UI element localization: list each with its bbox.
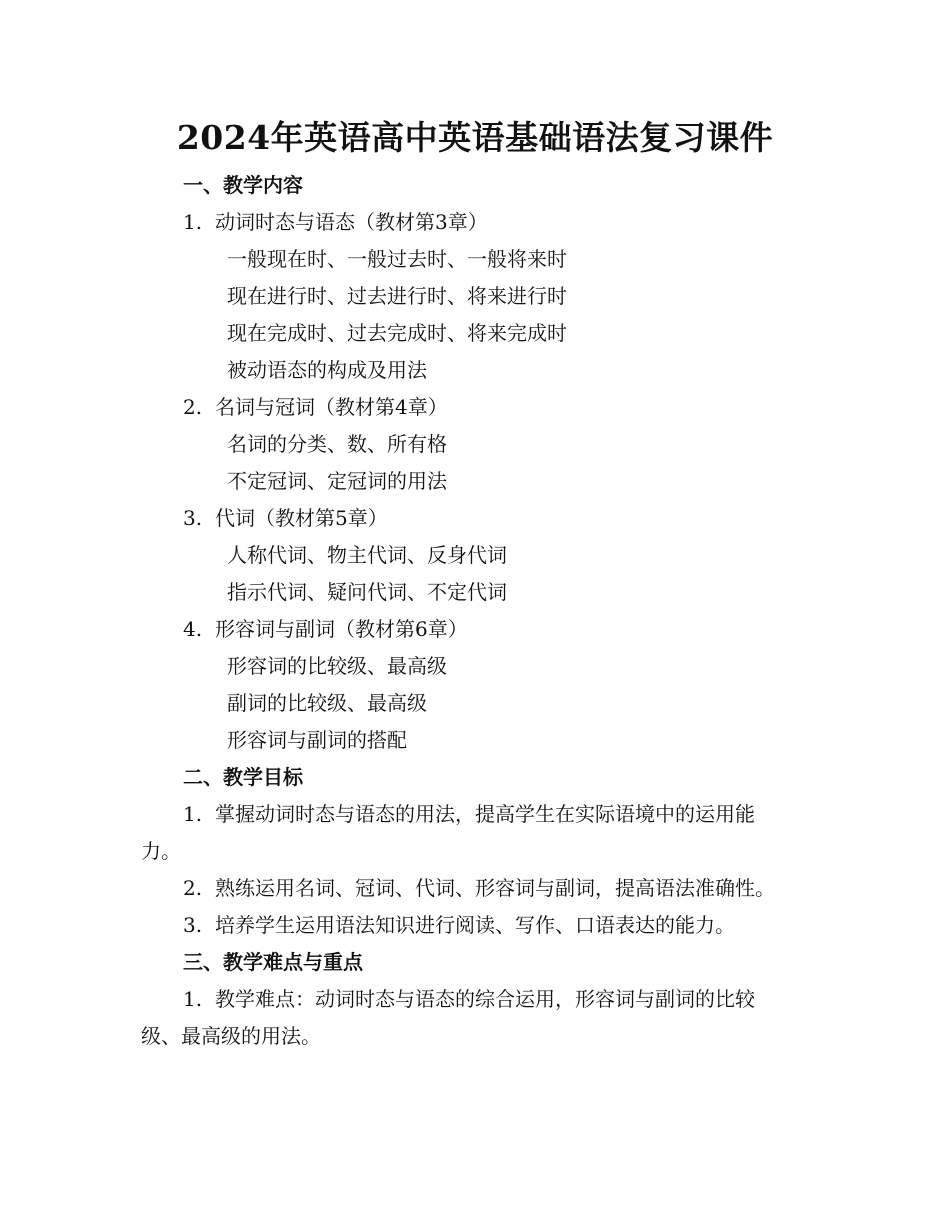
item-text: 掌握动词时态与语态的用法，提高学生在实际语境中的运用能 [215, 802, 755, 826]
item-number: 4. [183, 617, 203, 641]
document-title: 2024年英语高中英语基础语法复习课件 [176, 118, 774, 157]
sub-item: 人称代词、物主代词、反身代词 [227, 543, 507, 567]
sub-item: 被动语态的构成及用法 [227, 358, 427, 382]
goal-item-continuation: 力。 [141, 839, 181, 863]
item-text: 教学难点：动词时态与语态的综合运用，形容词与副词的比较 [215, 987, 755, 1011]
sub-item: 一般现在时、一般过去时、一般将来时 [227, 247, 567, 271]
item-number: 1. [183, 210, 203, 234]
sub-item: 现在进行时、过去进行时、将来进行时 [227, 284, 567, 308]
sub-item: 形容词与副词的搭配 [227, 728, 407, 752]
section-heading-difficulties: 三、教学难点与重点 [183, 950, 363, 974]
list-item-adjective-adverb [183, 615, 468, 643]
sub-item: 副词的比较级、最高级 [227, 691, 427, 715]
sub-item: 现在完成时、过去完成时、将来完成时 [227, 321, 567, 345]
sub-item: 名词的分类、数、所有格 [227, 432, 447, 456]
item-number: 2. [183, 395, 203, 419]
section-heading-teaching-goals: 二、教学目标 [183, 765, 303, 789]
list-item-verb-tense [183, 208, 488, 236]
goal-item [183, 800, 755, 828]
item-number: 3. [183, 506, 203, 530]
sub-item: 形容词的比较级、最高级 [227, 654, 447, 678]
list-item-pronoun [183, 504, 388, 532]
sub-item: 指示代词、疑问代词、不定代词 [227, 580, 507, 604]
item-number: 1. [183, 802, 203, 826]
goal-item [183, 874, 775, 902]
item-text: 名词与冠词（教材第4章） [215, 395, 448, 419]
difficulty-item-continuation: 级、最高级的用法。 [141, 1024, 321, 1048]
sub-item: 不定冠词、定冠词的用法 [227, 469, 447, 493]
item-text: 动词时态与语态（教材第3章） [215, 210, 488, 234]
item-text: 熟练运用名词、冠词、代词、形容词与副词，提高语法准确性。 [215, 876, 775, 900]
item-number: 3. [183, 913, 203, 937]
item-number: 2. [183, 876, 203, 900]
section-heading-teaching-content: 一、教学内容 [183, 173, 303, 197]
item-text: 培养学生运用语法知识进行阅读、写作、口语表达的能力。 [215, 913, 735, 937]
item-number: 1. [183, 987, 203, 1011]
goal-item [183, 911, 735, 939]
list-item-noun-article [183, 393, 448, 421]
item-text: 形容词与副词（教材第6章） [215, 617, 468, 641]
item-text: 代词（教材第5章） [215, 506, 388, 530]
difficulty-item [183, 985, 755, 1013]
